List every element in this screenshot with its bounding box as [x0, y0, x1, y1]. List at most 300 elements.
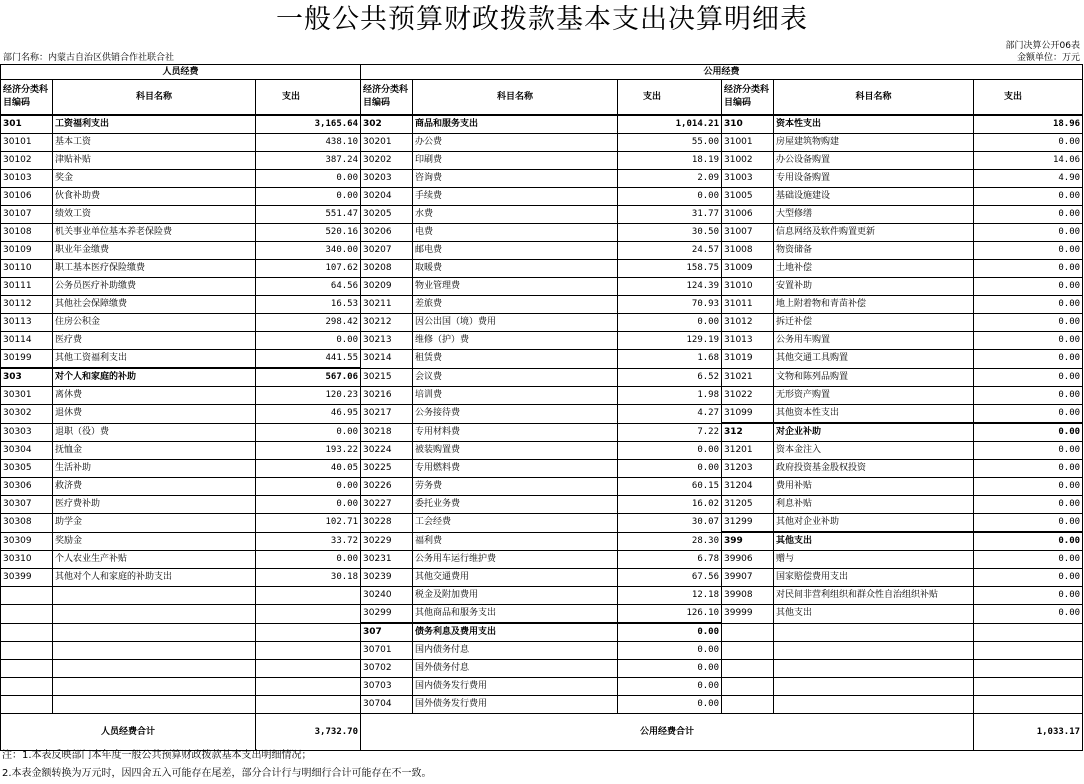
- cell-amount: 3,165.64: [256, 115, 361, 134]
- cell-amount: [256, 696, 361, 714]
- cell-name: 公务用车运行维护费: [413, 551, 618, 569]
- cell-amount: 0.00: [974, 314, 1083, 332]
- column-header-name: 科目名称: [774, 80, 974, 116]
- column-header-amount: 支出: [974, 80, 1083, 116]
- table-row: [1, 696, 1083, 714]
- table-row: [1, 296, 1083, 314]
- table-row: [1, 642, 1083, 660]
- cell-amount: 30.50: [618, 224, 722, 242]
- cell-amount: 28.30: [618, 532, 722, 551]
- cell-name: 利息补贴: [774, 496, 974, 514]
- cell-amount: 30.18: [256, 569, 361, 587]
- cell-name: 邮电费: [413, 242, 618, 260]
- cell-name: 租赁费: [413, 350, 618, 369]
- cell-amount: 16.53: [256, 296, 361, 314]
- cell-amount: 0.00: [256, 188, 361, 206]
- cell-code: 31099: [722, 405, 774, 424]
- cell-name: 离休费: [53, 387, 256, 405]
- cell-name: 物资储备: [774, 242, 974, 260]
- cell-amount: 0.00: [974, 442, 1083, 460]
- table-row: [1, 460, 1083, 478]
- cell-amount: 0.00: [256, 332, 361, 350]
- cell-code: 30113: [1, 314, 53, 332]
- cell-name: 绩效工资: [53, 206, 256, 224]
- cell-amount: 126.10: [618, 605, 722, 624]
- table-row: [1, 605, 1083, 624]
- column-header-amount: 支出: [618, 80, 722, 116]
- cell-code: 31022: [722, 387, 774, 405]
- cell-name: 维修（护）费: [413, 332, 618, 350]
- cell-name: 其他对个人和家庭的补助支出: [53, 569, 256, 587]
- cell-code: 30308: [1, 514, 53, 533]
- cell-name: [774, 623, 974, 642]
- cell-amount: 0.00: [974, 605, 1083, 624]
- cell-code: 302: [361, 115, 413, 134]
- cell-amount: 0.00: [974, 332, 1083, 350]
- table-row: [1, 387, 1083, 405]
- cell-code: 30301: [1, 387, 53, 405]
- cell-amount: 0.00: [618, 642, 722, 660]
- cell-name: 国内债务付息: [413, 642, 618, 660]
- cell-amount: 1.68: [618, 350, 722, 369]
- cell-amount: 0.00: [974, 134, 1083, 152]
- cell-code: 31008: [722, 242, 774, 260]
- cell-name: [53, 605, 256, 624]
- cell-name: 手续费: [413, 188, 618, 206]
- cell-code: 30229: [361, 532, 413, 551]
- table-row: [1, 587, 1083, 605]
- cell-code: 30704: [361, 696, 413, 714]
- cell-code: 30216: [361, 387, 413, 405]
- cell-amount: 0.00: [618, 314, 722, 332]
- report-title: 一般公共预算财政拨款基本支出决算明细表: [276, 4, 808, 35]
- cell-code: [722, 623, 774, 642]
- cell-name: 资本金注入: [774, 442, 974, 460]
- cell-code: 30101: [1, 134, 53, 152]
- table-row: [1, 678, 1083, 696]
- cell-code: 30102: [1, 152, 53, 170]
- cell-code: 30212: [361, 314, 413, 332]
- cell-code: 30310: [1, 551, 53, 569]
- cell-code: 30213: [361, 332, 413, 350]
- cell-code: 30203: [361, 170, 413, 188]
- cell-name: 职工基本医疗保险缴费: [53, 260, 256, 278]
- cell-name: 公务用车购置: [774, 332, 974, 350]
- cell-amount: 0.00: [974, 587, 1083, 605]
- cell-name: 抚恤金: [53, 442, 256, 460]
- table-row: [1, 188, 1083, 206]
- cell-amount: 18.19: [618, 152, 722, 170]
- section-header-personnel: 人员经费: [1, 65, 361, 80]
- cell-code: 39999: [722, 605, 774, 624]
- public-total-label: 公用经费合计: [361, 714, 974, 751]
- cell-name: 咨询费: [413, 170, 618, 188]
- personnel-total-label: 人员经费合计: [1, 714, 256, 751]
- cell-amount: 31.77: [618, 206, 722, 224]
- cell-name: [53, 623, 256, 642]
- cell-name: 其他商品和服务支出: [413, 605, 618, 624]
- cell-code: 30207: [361, 242, 413, 260]
- cell-name: 信息网络及软件购置更新: [774, 224, 974, 242]
- cell-name: [774, 642, 974, 660]
- cell-amount: 120.23: [256, 387, 361, 405]
- cell-amount: 0.00: [974, 532, 1083, 551]
- cell-code: [1, 696, 53, 714]
- cell-amount: 0.00: [974, 569, 1083, 587]
- cell-name: 对企业补助: [774, 423, 974, 442]
- cell-code: 310: [722, 115, 774, 134]
- cell-name: 房屋建筑物购建: [774, 134, 974, 152]
- cell-name: [774, 660, 974, 678]
- cell-amount: 551.47: [256, 206, 361, 224]
- cell-amount: 298.42: [256, 314, 361, 332]
- cell-name: 专用燃料费: [413, 460, 618, 478]
- note-line-1: 注：1.本表反映部门本年度一般公共预算财政拨款基本支出明细情况；: [2, 750, 312, 761]
- cell-code: 30239: [361, 569, 413, 587]
- cell-name: 职业年金缴费: [53, 242, 256, 260]
- cell-code: 30224: [361, 442, 413, 460]
- cell-amount: 0.00: [618, 696, 722, 714]
- cell-name: [774, 696, 974, 714]
- cell-code: 31021: [722, 368, 774, 387]
- table-row: [1, 350, 1083, 369]
- cell-code: 30108: [1, 224, 53, 242]
- cell-code: [1, 660, 53, 678]
- cell-amount: 0.00: [974, 206, 1083, 224]
- cell-code: 31205: [722, 496, 774, 514]
- cell-name: 土地补偿: [774, 260, 974, 278]
- cell-name: [53, 660, 256, 678]
- cell-amount: [974, 623, 1083, 642]
- cell-name: 基本工资: [53, 134, 256, 152]
- cell-code: 30225: [361, 460, 413, 478]
- cell-amount: 0.00: [256, 496, 361, 514]
- cell-code: 30112: [1, 296, 53, 314]
- cell-amount: 158.75: [618, 260, 722, 278]
- cell-name: 专用材料费: [413, 423, 618, 442]
- cell-amount: 0.00: [256, 551, 361, 569]
- column-header-name: 科目名称: [413, 80, 618, 116]
- cell-code: 30111: [1, 278, 53, 296]
- cell-amount: 1,014.21: [618, 115, 722, 134]
- cell-amount: 12.18: [618, 587, 722, 605]
- cell-code: [722, 660, 774, 678]
- cell-name: 退职（役）费: [53, 423, 256, 442]
- cell-amount: 33.72: [256, 532, 361, 551]
- table-row: [1, 569, 1083, 587]
- cell-name: 公务员医疗补助缴费: [53, 278, 256, 296]
- cell-amount: 102.71: [256, 514, 361, 533]
- cell-amount: [256, 605, 361, 624]
- personnel-total-value: 3,732.70: [256, 714, 361, 751]
- cell-amount: 16.02: [618, 496, 722, 514]
- cell-code: 31012: [722, 314, 774, 332]
- column-header-amount: 支出: [256, 80, 361, 116]
- cell-amount: 55.00: [618, 134, 722, 152]
- cell-amount: 0.00: [974, 188, 1083, 206]
- table-row: [1, 478, 1083, 496]
- cell-code: 31009: [722, 260, 774, 278]
- cell-amount: 0.00: [974, 478, 1083, 496]
- cell-name: 物业管理费: [413, 278, 618, 296]
- cell-code: 30215: [361, 368, 413, 387]
- note-line-2: 2.本表金额转换为万元时，因四舍五入可能存在尾差，部分合计行与明细行合计可能存在不一致。: [2, 768, 432, 779]
- table-row: [1, 496, 1083, 514]
- cell-amount: 4.90: [974, 170, 1083, 188]
- cell-amount: 124.39: [618, 278, 722, 296]
- cell-amount: 64.56: [256, 278, 361, 296]
- cell-amount: 30.07: [618, 514, 722, 533]
- cell-code: 399: [722, 532, 774, 551]
- cell-name: 国内债务发行费用: [413, 678, 618, 696]
- cell-code: 31204: [722, 478, 774, 496]
- table-row: [1, 242, 1083, 260]
- cell-amount: 0.00: [618, 623, 722, 642]
- cell-code: 31011: [722, 296, 774, 314]
- cell-name: 政府投资基金股权投资: [774, 460, 974, 478]
- cell-name: 国外债务付息: [413, 660, 618, 678]
- table-row: [1, 532, 1083, 551]
- cell-amount: 0.00: [256, 478, 361, 496]
- cell-amount: 387.24: [256, 152, 361, 170]
- cell-code: 30199: [1, 350, 53, 369]
- table-row: [1, 405, 1083, 424]
- cell-amount: 18.96: [974, 115, 1083, 134]
- cell-code: [1, 623, 53, 642]
- cell-code: 39908: [722, 587, 774, 605]
- cell-name: 安置补助: [774, 278, 974, 296]
- cell-code: 31203: [722, 460, 774, 478]
- cell-amount: [974, 642, 1083, 660]
- cell-amount: [256, 642, 361, 660]
- cell-code: 312: [722, 423, 774, 442]
- table-row: [1, 660, 1083, 678]
- cell-code: 30228: [361, 514, 413, 533]
- cell-amount: 40.05: [256, 460, 361, 478]
- cell-amount: [974, 678, 1083, 696]
- cell-amount: 7.22: [618, 423, 722, 442]
- cell-amount: 438.10: [256, 134, 361, 152]
- cell-code: 30303: [1, 423, 53, 442]
- column-header-code: 经济分类科目编码: [361, 80, 413, 116]
- cell-code: [1, 605, 53, 624]
- cell-name: [53, 642, 256, 660]
- table-row: [1, 332, 1083, 350]
- cell-code: 30309: [1, 532, 53, 551]
- table-row: [1, 514, 1083, 533]
- cell-name: 税金及附加费用: [413, 587, 618, 605]
- cell-amount: 0.00: [256, 423, 361, 442]
- cell-amount: 1.98: [618, 387, 722, 405]
- table-row: [1, 224, 1083, 242]
- cell-code: 30217: [361, 405, 413, 424]
- cell-name: 工会经费: [413, 514, 618, 533]
- cell-code: [722, 696, 774, 714]
- cell-name: 生活补助: [53, 460, 256, 478]
- cell-name: 国家赔偿费用支出: [774, 569, 974, 587]
- cell-name: 其他交通费用: [413, 569, 618, 587]
- cell-code: 30703: [361, 678, 413, 696]
- cell-code: 30103: [1, 170, 53, 188]
- cell-amount: 0.00: [618, 442, 722, 460]
- cell-code: 30399: [1, 569, 53, 587]
- cell-code: 30701: [361, 642, 413, 660]
- cell-code: 30204: [361, 188, 413, 206]
- cell-amount: 46.95: [256, 405, 361, 424]
- table-row: [1, 152, 1083, 170]
- cell-code: 31003: [722, 170, 774, 188]
- cell-code: [1, 642, 53, 660]
- cell-name: 因公出国（境）费用: [413, 314, 618, 332]
- cell-name: 会议费: [413, 368, 618, 387]
- cell-code: 31006: [722, 206, 774, 224]
- cell-name: 奖金: [53, 170, 256, 188]
- cell-name: 专用设备购置: [774, 170, 974, 188]
- column-header-name: 科目名称: [53, 80, 256, 116]
- cell-name: 其他工资福利支出: [53, 350, 256, 369]
- cell-name: 被装购置费: [413, 442, 618, 460]
- cell-name: 医疗费: [53, 332, 256, 350]
- cell-amount: 0.00: [974, 368, 1083, 387]
- cell-code: 30201: [361, 134, 413, 152]
- cell-name: 劳务费: [413, 478, 618, 496]
- cell-name: 奖励金: [53, 532, 256, 551]
- cell-name: 办公费: [413, 134, 618, 152]
- cell-amount: 0.00: [974, 405, 1083, 424]
- cell-code: 307: [361, 623, 413, 642]
- cell-name: 津贴补贴: [53, 152, 256, 170]
- cell-code: 31005: [722, 188, 774, 206]
- cell-code: 30304: [1, 442, 53, 460]
- cell-code: 30109: [1, 242, 53, 260]
- table-row: [1, 115, 1083, 134]
- cell-code: 31019: [722, 350, 774, 369]
- cell-code: 31001: [722, 134, 774, 152]
- public-total-value: 1,033.17: [974, 714, 1083, 751]
- cell-name: [53, 678, 256, 696]
- cell-name: 医疗费补助: [53, 496, 256, 514]
- cell-code: 303: [1, 368, 53, 387]
- table-row: [1, 314, 1083, 332]
- cell-amount: 0.00: [974, 296, 1083, 314]
- cell-code: 39907: [722, 569, 774, 587]
- cell-amount: 0.00: [974, 224, 1083, 242]
- table-row: [1, 442, 1083, 460]
- cell-amount: 6.78: [618, 551, 722, 569]
- cell-name: 培训费: [413, 387, 618, 405]
- cell-name: 救济费: [53, 478, 256, 496]
- cell-name: 商品和服务支出: [413, 115, 618, 134]
- cell-name: 助学金: [53, 514, 256, 533]
- cell-amount: 67.56: [618, 569, 722, 587]
- cell-code: 30205: [361, 206, 413, 224]
- cell-amount: 0.00: [618, 460, 722, 478]
- cell-name: 办公设备购置: [774, 152, 974, 170]
- cell-code: 31010: [722, 278, 774, 296]
- cell-amount: [974, 696, 1083, 714]
- cell-name: 机关事业单位基本养老保险费: [53, 224, 256, 242]
- table-row: [1, 368, 1083, 387]
- cell-amount: 14.06: [974, 152, 1083, 170]
- cell-code: 30299: [361, 605, 413, 624]
- cell-name: 差旅费: [413, 296, 618, 314]
- cell-amount: [256, 623, 361, 642]
- cell-code: 30231: [361, 551, 413, 569]
- amount-unit: 金额单位：万元: [1016, 53, 1080, 63]
- table-row: [1, 551, 1083, 569]
- cell-name: 国外债务发行费用: [413, 696, 618, 714]
- cell-amount: 60.15: [618, 478, 722, 496]
- cell-amount: 0.00: [618, 678, 722, 696]
- cell-amount: 441.55: [256, 350, 361, 369]
- cell-code: 30226: [361, 478, 413, 496]
- table-body: [1, 115, 1083, 714]
- cell-amount: 0.00: [256, 170, 361, 188]
- cell-amount: [974, 660, 1083, 678]
- cell-amount: 6.52: [618, 368, 722, 387]
- cell-code: 30211: [361, 296, 413, 314]
- cell-name: 印刷费: [413, 152, 618, 170]
- cell-code: 31007: [722, 224, 774, 242]
- cell-code: 30106: [1, 188, 53, 206]
- cell-name: 拆迁补偿: [774, 314, 974, 332]
- cell-code: 301: [1, 115, 53, 134]
- cell-code: 30110: [1, 260, 53, 278]
- cell-amount: 520.16: [256, 224, 361, 242]
- cell-amount: 2.09: [618, 170, 722, 188]
- cell-code: 30302: [1, 405, 53, 424]
- cell-amount: 0.00: [974, 260, 1083, 278]
- cell-name: 大型修缮: [774, 206, 974, 224]
- cell-amount: 0.00: [974, 278, 1083, 296]
- cell-name: [53, 587, 256, 605]
- cell-name: 公务接待费: [413, 405, 618, 424]
- cell-name: 退休费: [53, 405, 256, 424]
- cell-code: 31299: [722, 514, 774, 533]
- cell-code: 30206: [361, 224, 413, 242]
- section-header-public: 公用经费: [361, 65, 1083, 80]
- cell-name: 取暖费: [413, 260, 618, 278]
- cell-code: 30214: [361, 350, 413, 369]
- cell-amount: [256, 587, 361, 605]
- cell-code: 39906: [722, 551, 774, 569]
- cell-code: 31013: [722, 332, 774, 350]
- cell-code: 30240: [361, 587, 413, 605]
- cell-amount: 4.27: [618, 405, 722, 424]
- cell-amount: 0.00: [618, 188, 722, 206]
- table-row: [1, 278, 1083, 296]
- cell-name: 委托业务费: [413, 496, 618, 514]
- cell-amount: 0.00: [974, 387, 1083, 405]
- cell-amount: 340.00: [256, 242, 361, 260]
- cell-name: 债务利息及费用支出: [413, 623, 618, 642]
- cell-code: 30307: [1, 496, 53, 514]
- cell-name: 文物和陈列品购置: [774, 368, 974, 387]
- cell-name: [774, 678, 974, 696]
- table-row: [1, 423, 1083, 442]
- cell-name: 对个人和家庭的补助: [53, 368, 256, 387]
- cell-name: 其他对企业补助: [774, 514, 974, 533]
- cell-name: 工资福利支出: [53, 115, 256, 134]
- cell-name: 资本性支出: [774, 115, 974, 134]
- cell-amount: 24.57: [618, 242, 722, 260]
- cell-amount: 107.62: [256, 260, 361, 278]
- cell-amount: 0.00: [974, 350, 1083, 369]
- cell-name: [53, 696, 256, 714]
- cell-code: 30114: [1, 332, 53, 350]
- cell-code: [722, 678, 774, 696]
- cell-code: 30209: [361, 278, 413, 296]
